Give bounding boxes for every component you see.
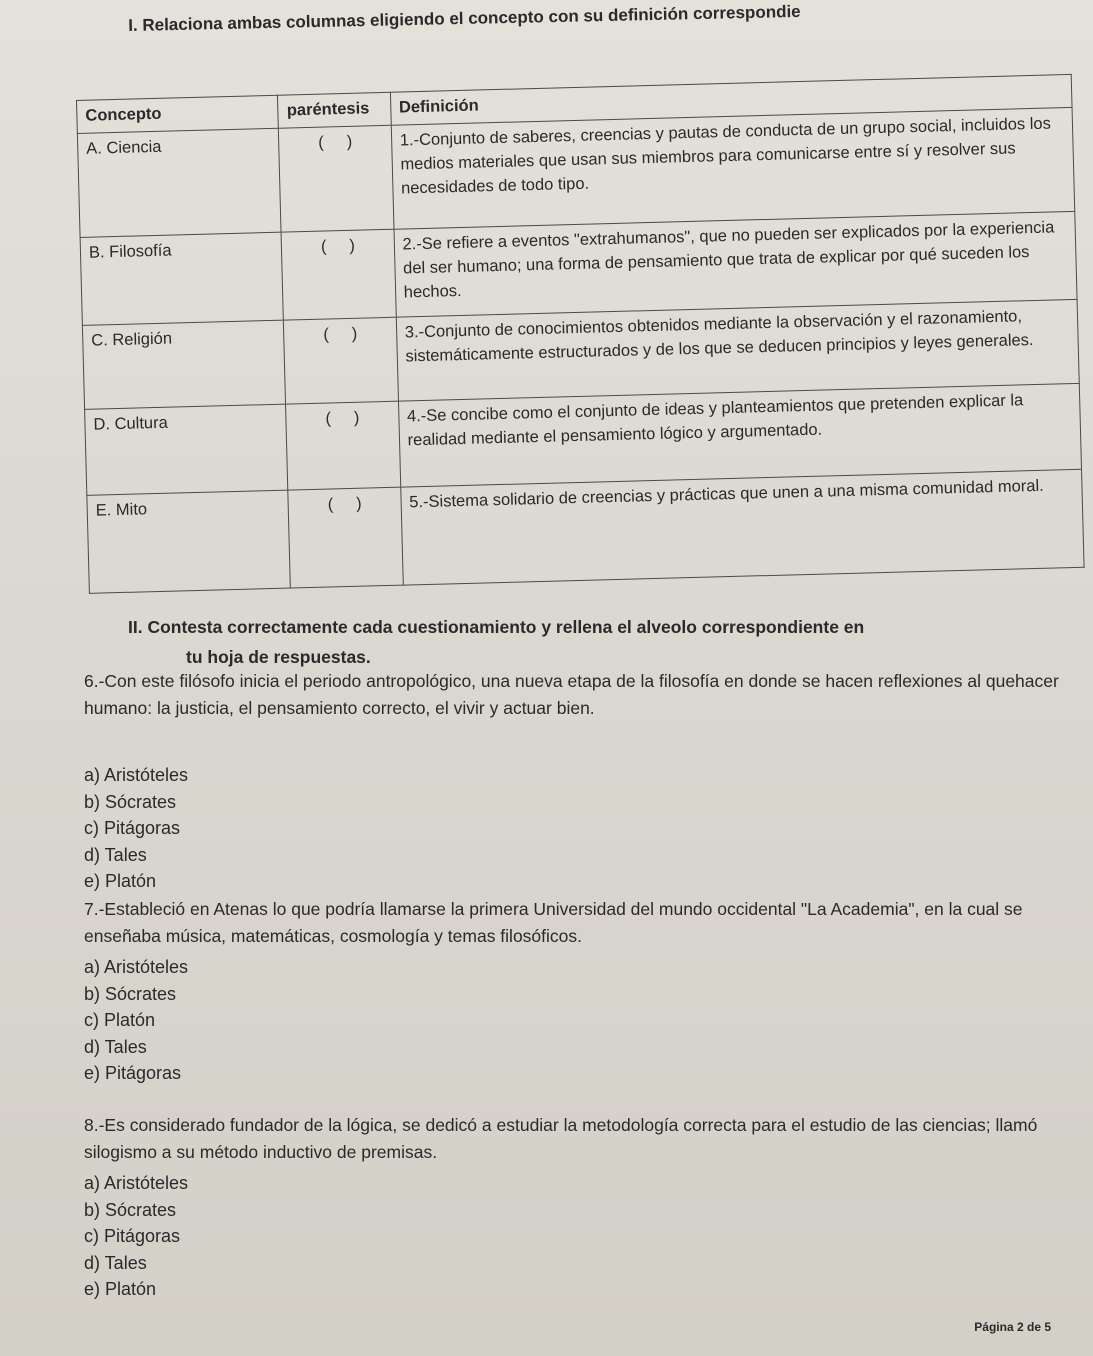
- page-number: Página 2 de 5: [974, 1320, 1051, 1334]
- option-b[interactable]: b) Sócrates: [84, 1199, 177, 1220]
- definition-cell: 2.-Se refiere a eventos "extrahumanos", que no pueden ser explicados por la experiencia del ser humano; una forma de pensamiento que trata de explicar por qué suceden los hechos.: [394, 211, 1077, 317]
- concept-cell: D. Cultura: [85, 404, 289, 495]
- option-c[interactable]: c) Pitágoras: [84, 1226, 181, 1246]
- options-list: [84, 762, 1074, 895]
- question-stem: 7.-Estableció en Atenas lo que podría llamarse la primera Universidad del mundo occidental "La Academia", en la cual se enseñaba música, matemáticas, cosmología y temas filosóficos.: [84, 899, 1023, 946]
- option-a[interactable]: a) Aristóteles: [84, 957, 189, 977]
- answer-parenthesis[interactable]: ( ): [279, 125, 394, 232]
- options-list: [84, 1170, 1074, 1303]
- concept-cell: E. Mito: [87, 490, 291, 593]
- header-parentesis: paréntesis: [278, 92, 391, 128]
- option-c[interactable]: c) Platón: [84, 1010, 156, 1030]
- question-stem: 6.-Con este filósofo inicia el periodo antropológico, una nueva etapa de la filosofía en donde se hacen reflexiones al quehacer humano: la justicia, el pensamiento correcto, el vivir y actuar bien.: [84, 671, 1059, 718]
- option-c[interactable]: c) Pitágoras: [84, 818, 181, 838]
- options-list: [84, 954, 1074, 1087]
- answer-parenthesis[interactable]: ( ): [286, 401, 400, 490]
- concept-cell: C. Religión: [82, 320, 286, 409]
- section-2-heading-line-1: II. Contesta correctamente cada cuestionamiento y rellena el alveolo correspondiente en: [128, 617, 865, 637]
- matching-table: [76, 74, 1085, 594]
- question-7: [84, 896, 1074, 1087]
- definition-cell: 3.-Conjunto de conocimientos obtenidos mediante la observación y el razonamiento, sistemáticamente estructurados y de los que se deducen principios y leyes generales.: [396, 299, 1079, 401]
- concept-cell: B. Filosofía: [80, 232, 284, 325]
- concept-cell: A. Ciencia: [77, 128, 281, 237]
- section-2-heading: [128, 612, 1058, 672]
- option-d[interactable]: d) Tales: [84, 1036, 147, 1057]
- answer-parenthesis[interactable]: ( ): [288, 487, 403, 588]
- question-6: [84, 668, 1074, 895]
- answer-parenthesis[interactable]: ( ): [284, 317, 398, 404]
- option-a[interactable]: a) Aristóteles: [84, 1173, 189, 1193]
- definition-cell: 5.-Sistema solidario de creencias y prácticas que unen a una misma comunidad moral.: [400, 469, 1084, 585]
- section-1-heading: I. Relaciona ambas columnas eligiendo el concepto con su definición correspondie: [128, 1, 801, 35]
- definition-cell: 1.-Conjunto de saberes, creencias y pautas de conducta de un grupo social, incluidos los medios materiales que usan sus miembros para comunicarse entre sí y resolver sus necesidades de todo tipo.: [391, 107, 1075, 229]
- header-definicion: Definición: [390, 74, 1072, 125]
- matching-table-wrapper: [76, 74, 1084, 590]
- definition-cell: 4.-Se concibe como el conjunto de ideas y planteamientos que pretenden explicar la realidad mediante el pensamiento lógico y argumentado.: [398, 383, 1081, 487]
- question-8: [84, 1112, 1074, 1303]
- section-2-heading-line-2: tu hoja de respuestas.: [186, 647, 371, 667]
- option-e[interactable]: e) Platón: [84, 871, 157, 891]
- header-concepto: Concepto: [77, 95, 279, 133]
- option-e[interactable]: e) Pitágoras: [84, 1063, 182, 1083]
- option-d[interactable]: d) Tales: [84, 844, 147, 865]
- option-e[interactable]: e) Platón: [84, 1279, 157, 1299]
- option-b[interactable]: b) Sócrates: [84, 983, 177, 1004]
- answer-parenthesis[interactable]: ( ): [282, 229, 396, 320]
- option-b[interactable]: b) Sócrates: [84, 791, 177, 812]
- option-a[interactable]: a) Aristóteles: [84, 765, 189, 785]
- option-d[interactable]: d) Tales: [84, 1252, 147, 1273]
- question-stem: 8.-Es considerado fundador de la lógica, se dedicó a estudiar la metodología correcta para el estudio de las ciencias; llamó silogismo a su método inductivo de premisas.: [84, 1115, 1038, 1162]
